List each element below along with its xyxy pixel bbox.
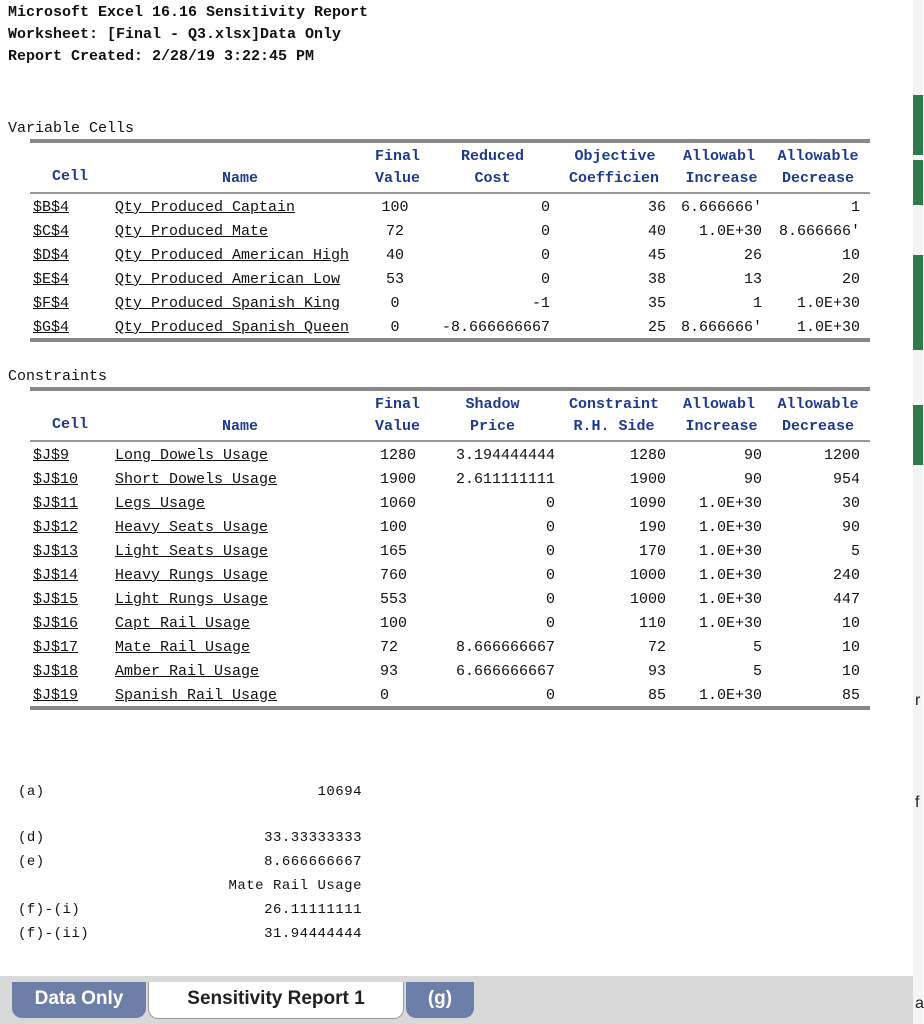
cn-name: Long Dowels Usage [115,447,269,464]
cn-shadow-price: 0 [545,543,555,560]
cn-shadow-price: 0 [545,567,555,584]
vc-final-value: 100 [381,199,409,216]
cn-allowable-decrease: 10 [841,663,860,680]
vc-objective-coefficient: 40 [647,223,666,240]
cn-final-value: 760 [380,567,408,584]
vc-final-value: 72 [385,223,404,240]
cn-header-increase-1: Allowabl [682,396,755,413]
cn-constraint-rhs: 93 [647,663,666,680]
constraints-title: Constraints [8,368,108,385]
vc-name: Qty Produced Spanish King [115,295,341,312]
cn-name: Light Seats Usage [115,543,269,560]
constraints-top-rule [30,387,870,391]
vc-allowable-increase: 13 [743,271,762,288]
background-green-block-2 [913,160,923,205]
cn-cell-ref: $J$10 [33,471,79,488]
cn-allowable-decrease: 10 [841,615,860,632]
cn-header-final-2: Value [374,418,420,435]
vc-name: Qty Produced Captain [115,199,296,216]
cn-allowable-increase: 1.0E+30 [698,519,762,536]
answer-a-label: (a) [18,784,45,800]
cn-allowable-increase: 1.0E+30 [698,687,762,704]
report-worksheet: Worksheet: [Final - Q3.xlsx]Data Only [8,26,342,43]
cn-name: Heavy Seats Usage [115,519,269,536]
vc-name: Qty Produced American Low [115,271,341,288]
cn-final-value: 0 [380,687,390,704]
vc-final-value: 0 [390,319,400,336]
vc-final-value: 53 [385,271,404,288]
vc-header-reduced-2: Cost [474,170,511,187]
vc-header-increase-1: Allowabl [682,148,755,165]
cn-constraint-rhs: 1900 [629,471,666,488]
answer-fi-label: (f)-(i) [18,902,81,918]
cn-constraint-rhs: 1090 [629,495,666,512]
vc-objective-coefficient: 38 [647,271,666,288]
cn-allowable-decrease: 85 [841,687,860,704]
cn-constraint-rhs: 190 [638,519,666,536]
cn-cell-ref: $J$19 [33,687,79,704]
vc-allowable-increase: 1 [752,295,762,312]
cn-allowable-decrease: 5 [850,543,860,560]
cn-name: Mate Rail Usage [115,639,251,656]
cn-final-value: 100 [380,519,408,536]
vc-allowable-increase: 8.666666' [680,319,762,336]
cn-cell-ref: $J$17 [33,639,79,656]
vc-cell-ref: $D$4 [33,247,70,264]
tab-sensitivity-report-1[interactable]: Sensitivity Report 1 [148,982,404,1019]
vc-reduced-cost: -8.666666667 [441,319,550,336]
vc-name: Qty Produced Spanish Queen [115,319,350,336]
cn-allowable-increase: 90 [743,447,762,464]
cn-allowable-decrease: 10 [841,639,860,656]
cn-final-value: 93 [380,663,399,680]
background-text-a: a [915,995,924,1012]
answer-e-value: 8.666666667 [264,854,362,870]
cn-constraint-rhs: 1280 [629,447,666,464]
cn-shadow-price: 0 [545,495,555,512]
cn-final-value: 100 [380,615,408,632]
vc-cell-ref: $G$4 [33,319,70,336]
cn-cell-ref: $J$12 [33,519,79,536]
cn-name: Spanish Rail Usage [115,687,278,704]
vc-header-name: Name [221,170,258,187]
background-green-block-4 [913,405,923,465]
cn-constraint-rhs: 72 [647,639,666,656]
cn-allowable-decrease: 240 [832,567,860,584]
cn-cell-ref: $J$9 [33,447,70,464]
tab-data-only[interactable]: Data Only [12,982,146,1018]
background-text-f: f [915,794,920,811]
vc-objective-coefficient: 35 [647,295,666,312]
vc-reduced-cost: 0 [540,247,550,264]
vc-allowable-increase: 6.666666' [680,199,762,216]
cn-cell-ref: $J$14 [33,567,79,584]
vc-header-objective-1: Objective [574,148,656,165]
vc-cell-ref: $F$4 [33,295,70,312]
vc-allowable-decrease: 1.0E+30 [796,295,860,312]
vc-allowable-decrease: 1.0E+30 [796,319,860,336]
cn-header-decrease-1: Allowable [777,396,859,413]
cn-cell-ref: $J$15 [33,591,79,608]
vc-name: Qty Produced Mate [115,223,269,240]
constraints-bottom-rule [30,706,870,710]
cn-shadow-price: 6.666666667 [455,663,555,680]
vc-header-cell: Cell [51,168,88,185]
cn-constraint-rhs: 1000 [629,591,666,608]
cn-final-value: 72 [380,639,399,656]
vc-reduced-cost: -1 [531,295,550,312]
tab-g[interactable]: (g) [406,982,474,1018]
vc-header-decrease-2: Decrease [781,170,854,187]
cn-shadow-price: 2.611111111 [455,471,555,488]
cn-shadow-price: 0 [545,687,555,704]
cn-allowable-decrease: 954 [832,471,860,488]
cn-allowable-decrease: 447 [832,591,860,608]
vc-header-objective-2: Coefficien [568,170,659,187]
variable-cells-top-rule [30,139,870,143]
vc-header-reduced-1: Reduced [460,148,524,165]
vc-cell-ref: $C$4 [33,223,70,240]
cn-allowable-increase: 5 [752,639,762,656]
cn-constraint-rhs: 85 [647,687,666,704]
background-text-r: r [915,692,921,709]
cn-allowable-decrease: 90 [841,519,860,536]
answer-note: Mate Rail Usage [228,878,362,894]
cn-header-cell: Cell [51,416,88,433]
vc-allowable-decrease: 20 [841,271,860,288]
variable-cells-title: Variable Cells [8,120,135,137]
cn-shadow-price: 8.666666667 [455,639,555,656]
answer-a-value: 10694 [317,784,362,800]
vc-header-decrease-1: Allowable [777,148,859,165]
cn-constraint-rhs: 1000 [629,567,666,584]
cn-header-constraint-1: Constraint [568,396,659,413]
cn-name: Amber Rail Usage [115,663,260,680]
vc-cell-ref: $B$4 [33,199,70,216]
vc-header-increase-2: Increase [685,170,758,187]
cn-shadow-price: 3.194444444 [455,447,555,464]
answer-fii-value: 31.94444444 [264,926,362,942]
cn-name: Legs Usage [115,495,206,512]
cn-allowable-increase: 5 [752,663,762,680]
cn-allowable-increase: 1.0E+30 [698,567,762,584]
vc-header-final-2: Value [374,170,420,187]
cn-allowable-increase: 1.0E+30 [698,543,762,560]
vc-final-value: 40 [385,247,404,264]
cn-shadow-price: 0 [545,615,555,632]
cn-allowable-increase: 1.0E+30 [698,615,762,632]
vc-reduced-cost: 0 [540,223,550,240]
cn-cell-ref: $J$16 [33,615,79,632]
vc-header-final-1: Final [374,148,420,165]
vc-allowable-decrease: 8.666666' [778,223,860,240]
cn-cell-ref: $J$11 [33,495,79,512]
cn-final-value: 553 [380,591,408,608]
vc-allowable-increase: 26 [743,247,762,264]
cn-allowable-increase: 90 [743,471,762,488]
cn-header-decrease-2: Decrease [781,418,854,435]
variable-cells-header-rule [30,192,870,194]
vc-allowable-decrease: 1 [850,199,860,216]
vc-cell-ref: $E$4 [33,271,70,288]
background-green-block-1 [913,95,923,155]
constraints-header-rule [30,440,870,442]
report-created: Report Created: 2/28/19 3:22:45 PM [8,48,315,65]
cn-name: Heavy Rungs Usage [115,567,269,584]
vc-reduced-cost: 0 [540,271,550,288]
vc-allowable-increase: 1.0E+30 [698,223,762,240]
cn-allowable-decrease: 30 [841,495,860,512]
cn-header-shadow-2: Price [469,418,515,435]
vc-name: Qty Produced American High [115,247,350,264]
vc-allowable-decrease: 10 [841,247,860,264]
cn-header-constraint-2: R.H. Side [573,418,655,435]
cn-final-value: 165 [380,543,408,560]
cn-name: Light Rungs Usage [115,591,269,608]
background-green-block-3 [913,255,923,350]
cn-header-increase-2: Increase [685,418,758,435]
cn-header-shadow-1: Shadow [465,396,520,413]
report-title: Microsoft Excel 16.16 Sensitivity Report [8,4,369,21]
answer-d-label: (d) [18,830,45,846]
answer-fii-label: (f)-(ii) [18,926,90,942]
cn-name: Capt Rail Usage [115,615,251,632]
answer-e-label: (e) [18,854,45,870]
cn-cell-ref: $J$13 [33,543,79,560]
cn-constraint-rhs: 110 [638,615,666,632]
cn-final-value: 1280 [380,447,417,464]
cn-header-final-1: Final [374,396,420,413]
answer-fi-value: 26.11111111 [264,902,362,918]
cn-shadow-price: 0 [545,591,555,608]
cn-cell-ref: $J$18 [33,663,79,680]
vc-objective-coefficient: 45 [647,247,666,264]
cn-shadow-price: 0 [545,519,555,536]
vc-objective-coefficient: 25 [647,319,666,336]
cn-name: Short Dowels Usage [115,471,278,488]
vc-final-value: 0 [390,295,400,312]
cn-header-name: Name [221,418,258,435]
vc-reduced-cost: 0 [540,199,550,216]
cn-constraint-rhs: 170 [638,543,666,560]
cn-allowable-increase: 1.0E+30 [698,591,762,608]
cn-final-value: 1060 [380,495,417,512]
vc-objective-coefficient: 36 [647,199,666,216]
variable-cells-bottom-rule [30,338,870,342]
answer-d-value: 33.33333333 [264,830,362,846]
cn-final-value: 1900 [380,471,417,488]
cn-allowable-increase: 1.0E+30 [698,495,762,512]
cn-allowable-decrease: 1200 [823,447,860,464]
